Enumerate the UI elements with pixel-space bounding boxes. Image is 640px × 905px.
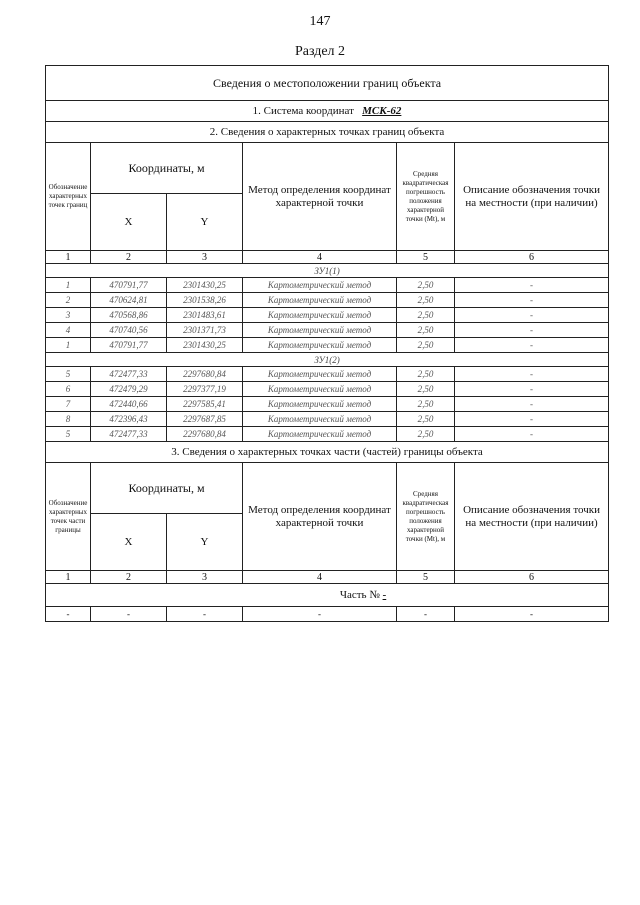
table-title: Сведения о местоположении границ объекта <box>46 66 609 101</box>
table-row <box>46 308 609 323</box>
y-coordinate-cell: 2297377,19 <box>167 382 243 397</box>
x-coordinate-cell: 472396,43 <box>91 412 167 427</box>
col-number: 2 <box>91 251 167 264</box>
x-coordinate-cell: 470624,81 <box>91 293 167 308</box>
method-cell: Картометрический метод <box>243 382 397 397</box>
point-number-cell: 5 <box>46 427 91 442</box>
error-cell: 2,50 <box>397 382 455 397</box>
group-row <box>46 264 609 278</box>
description-cell: - <box>455 412 609 427</box>
coordinate-system-label: 1. Система координат <box>252 105 354 117</box>
method-cell: Картометрический метод <box>243 293 397 308</box>
error-cell: 2,50 <box>397 338 455 353</box>
x-coordinate-cell: 472477,33 <box>91 427 167 442</box>
method-cell: Картометрический метод <box>243 308 397 323</box>
empty-cell: - <box>455 607 609 622</box>
x-coordinate-cell: 472479,29 <box>91 382 167 397</box>
error-cell: 2,50 <box>397 323 455 338</box>
point-number-cell: 4 <box>46 323 91 338</box>
description-cell: - <box>455 278 609 293</box>
empty-cell: - <box>397 607 455 622</box>
col-header-description: Описание обозначения точки на местности (при наличии) <box>455 143 609 251</box>
description-cell: - <box>455 293 609 308</box>
col-number: 3 <box>167 251 243 264</box>
y-coordinate-cell: 2297687,85 <box>167 412 243 427</box>
description-cell: - <box>455 397 609 412</box>
description-cell: - <box>455 308 609 323</box>
col-number: 2 <box>91 571 167 584</box>
error-cell: 2,50 <box>397 412 455 427</box>
col-number: 1 <box>46 251 91 264</box>
x-coordinate-cell: 470740,56 <box>91 323 167 338</box>
col-number: 5 <box>397 571 455 584</box>
point-number-cell: 7 <box>46 397 91 412</box>
page-number: 147 <box>309 14 331 29</box>
table-row <box>46 278 609 293</box>
error-cell: 2,50 <box>397 367 455 382</box>
coordinate-system-row <box>46 101 609 122</box>
point-number-cell: 1 <box>46 278 91 293</box>
x-coordinate-cell: 470791,77 <box>91 338 167 353</box>
col-number: 3 <box>167 571 243 584</box>
col-number: 4 <box>243 571 397 584</box>
y-coordinate-cell: 2301430,25 <box>167 278 243 293</box>
col-number: 6 <box>455 251 609 264</box>
col-header-method: Метод определения координат характерной точки <box>243 143 397 251</box>
y-coordinate-cell: 2301430,25 <box>167 338 243 353</box>
group-row <box>46 353 609 367</box>
error-cell: 2,50 <box>397 427 455 442</box>
point-number-cell: 5 <box>46 367 91 382</box>
description-cell: - <box>455 367 609 382</box>
col-header-coords: Координаты, м <box>91 143 243 194</box>
col-header-y-2: Y <box>167 514 243 571</box>
table-row <box>46 382 609 397</box>
table-row <box>46 293 609 308</box>
x-coordinate-cell: 472477,33 <box>91 367 167 382</box>
point-number-cell: 8 <box>46 412 91 427</box>
y-coordinate-cell: 2297585,41 <box>167 397 243 412</box>
table-row <box>46 427 609 442</box>
description-cell: - <box>455 323 609 338</box>
col-number: 4 <box>243 251 397 264</box>
col-header-part-point-name: Обозначение характерных точек части границы <box>46 463 91 571</box>
empty-cell: - <box>91 607 167 622</box>
method-cell: Картометрический метод <box>243 397 397 412</box>
section-label: Раздел 2 <box>294 44 346 59</box>
description-cell: - <box>455 427 609 442</box>
boundary-table <box>45 65 609 622</box>
y-coordinate-cell: 2297680,84 <box>167 367 243 382</box>
error-cell: 2,50 <box>397 308 455 323</box>
table-row <box>46 397 609 412</box>
table-row <box>46 412 609 427</box>
y-coordinate-cell: 2301371,73 <box>167 323 243 338</box>
col-header-description-2: Описание обозначения точки на местности (при наличии) <box>455 463 609 571</box>
col-header-x-2: X <box>91 514 167 571</box>
col-number-row-2 <box>46 571 609 584</box>
col-header-method-2: Метод определения координат характерной точки <box>243 463 397 571</box>
col-header-error-2: Средняя квадратическая погрешность положения характерной точки (Mt), м <box>397 463 455 571</box>
coordinate-system-value: МСК-62 <box>362 105 402 117</box>
y-coordinate-cell: 2297680,84 <box>167 427 243 442</box>
empty-cell: - <box>243 607 397 622</box>
error-cell: 2,50 <box>397 293 455 308</box>
empty-cell: - <box>46 607 91 622</box>
col-header-coords-2: Координаты, м <box>91 463 243 514</box>
method-cell: Картометрический метод <box>243 412 397 427</box>
method-cell: Картометрический метод <box>243 427 397 442</box>
col-number: 1 <box>46 571 91 584</box>
part-row <box>46 584 609 607</box>
x-coordinate-cell: 472440,66 <box>91 397 167 412</box>
point-number-cell: 3 <box>46 308 91 323</box>
point-number-cell: 2 <box>46 293 91 308</box>
part-label: Часть № <box>339 589 380 601</box>
col-header-error: Средняя квадратическая погрешность положения характерной точки (Mt), м <box>397 143 455 251</box>
points-heading: 2. Сведения о характерных точках границ объекта <box>46 122 609 143</box>
description-cell: - <box>455 338 609 353</box>
col-header-y: Y <box>167 194 243 251</box>
parts-heading: 3. Сведения о характерных точках части (частей) границы объекта <box>46 442 609 463</box>
y-coordinate-cell: 2301483,61 <box>167 308 243 323</box>
error-cell: 2,50 <box>397 278 455 293</box>
empty-cell: - <box>167 607 243 622</box>
point-number-cell: 1 <box>46 338 91 353</box>
method-cell: Картометрический метод <box>243 278 397 293</box>
table-row <box>46 367 609 382</box>
table-row <box>46 338 609 353</box>
error-cell: 2,50 <box>397 397 455 412</box>
col-number: 5 <box>397 251 455 264</box>
method-cell: Картометрический метод <box>243 338 397 353</box>
table-row <box>46 323 609 338</box>
col-header-x: X <box>91 194 167 251</box>
group-name: ЗУ1(2) <box>46 353 609 367</box>
point-number-cell: 6 <box>46 382 91 397</box>
col-header-point-name: Обозначение характерных точек границ <box>46 143 91 251</box>
part-value: - <box>382 589 387 601</box>
description-cell: - <box>455 382 609 397</box>
y-coordinate-cell: 2301538,26 <box>167 293 243 308</box>
empty-data-row <box>46 607 609 622</box>
x-coordinate-cell: 470568,86 <box>91 308 167 323</box>
method-cell: Картометрический метод <box>243 367 397 382</box>
col-number-row <box>46 251 609 264</box>
group-name: ЗУ1(1) <box>46 264 609 278</box>
x-coordinate-cell: 470791,77 <box>91 278 167 293</box>
col-number: 6 <box>455 571 609 584</box>
method-cell: Картометрический метод <box>243 323 397 338</box>
